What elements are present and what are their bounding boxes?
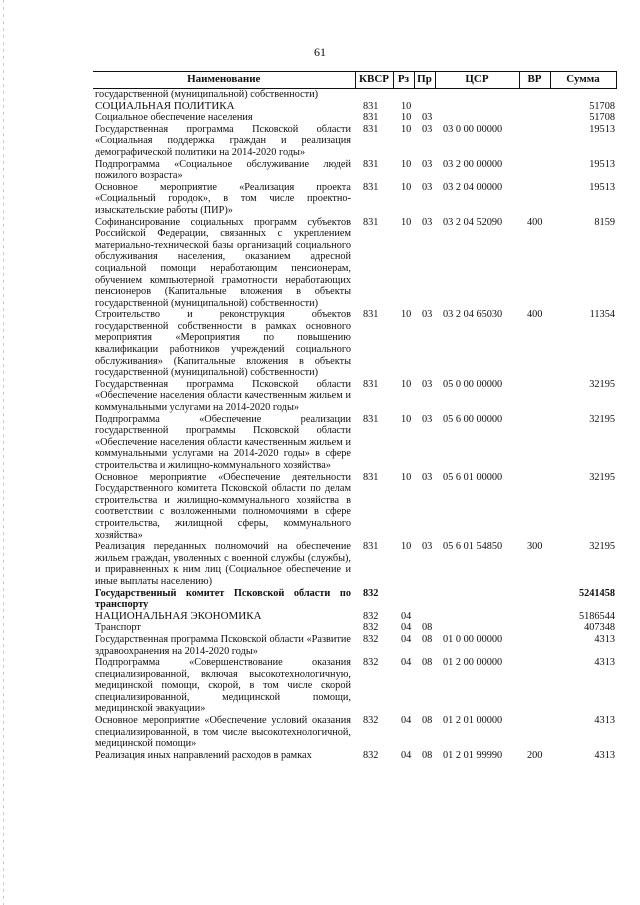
column-header-csr: ЦСР <box>435 72 519 89</box>
row-name-cell: Транспорт <box>95 622 141 634</box>
row-vr-cell <box>519 588 550 611</box>
row-name-cell: Подпрограмма «Совершенствование оказания специализированной, включая высокотехнологичную, медицинской помощи, скорой, в том числе скорой специализированной, медицинской помощи, медицинской эвакуации» <box>95 657 351 715</box>
row-csr-cell: 03 2 00 00000 <box>443 158 503 170</box>
row-csr-cell: 01 2 00 00000 <box>443 657 503 669</box>
row-sum-cell: 407348 <box>584 622 615 634</box>
row-csr-cell <box>435 588 519 611</box>
row-pr-cell: 03 <box>422 471 433 483</box>
column-header-pr: Пр <box>414 72 435 89</box>
row-vr-cell <box>519 379 550 414</box>
row-pr-cell: 08 <box>422 633 433 645</box>
row-vr-cell <box>519 657 550 715</box>
row-sum-cell: 11354 <box>589 309 615 321</box>
row-kvsr-cell: 831 <box>363 378 379 390</box>
row-name-cell: Реализация иных направлений расходов в рамках <box>95 749 312 761</box>
table-row <box>93 124 616 159</box>
table-row <box>93 634 616 657</box>
row-sum-cell: 4313 <box>594 633 615 645</box>
row-sum-cell: 5186544 <box>578 610 615 622</box>
table-row <box>93 182 616 217</box>
row-sum-cell: 4313 <box>594 749 615 761</box>
row-vr-cell <box>519 112 550 124</box>
row-pr-cell: 08 <box>422 657 433 669</box>
table-row <box>93 588 616 611</box>
row-kvsr-cell: 831 <box>363 123 379 135</box>
row-kvsr-cell: 831 <box>363 541 379 553</box>
row-rz-cell: 04 <box>401 622 412 634</box>
row-name-cell: Софинансирование социальных программ субъектов Российской Федерации, связанных с укреплением материально-технической базы организаций социального обслуживания населения, оказанием адресной социальной помощи неработающим пенсионерам, обучением компьютерной грамотности неработающих пенсионеров (Капитальные вложения в объекты государственной (муниципальной) собственности) <box>95 216 351 309</box>
row-csr-cell: 01 0 00 00000 <box>443 633 503 645</box>
row-pr-cell: 03 <box>422 541 433 553</box>
column-header-kvsr: КВСР <box>355 72 393 89</box>
row-pr-cell: 03 <box>422 112 433 124</box>
column-header-name: Наименование <box>93 72 355 89</box>
row-pr-cell: 08 <box>422 622 433 634</box>
table-row <box>93 309 616 379</box>
row-sum-cell: 51708 <box>589 100 615 112</box>
table-row <box>93 657 616 715</box>
row-sum-cell: 19513 <box>589 123 615 135</box>
row-rz-cell: 10 <box>401 309 412 321</box>
row-vr-cell: 300 <box>527 541 543 553</box>
row-kvsr-cell: 831 <box>363 100 379 112</box>
column-header-rz: Рз <box>393 72 414 89</box>
row-csr-cell: 05 6 01 00000 <box>443 471 503 483</box>
row-name-cell: НАЦИОНАЛЬНАЯ ЭКОНОМИКА <box>95 609 262 622</box>
row-rz-cell: 10 <box>401 100 412 112</box>
table-row <box>93 715 616 750</box>
row-csr-cell <box>435 611 519 623</box>
table-row <box>93 541 616 587</box>
row-name-cell: Реализация переданных полномочий на обеспечение жильем граждан, уволенных с военной службы (службы), и приравненных к ним лиц (Социальное обеспечение и иные выплаты населению) <box>95 541 351 587</box>
table-row <box>93 622 616 634</box>
row-rz-cell: 10 <box>401 112 412 124</box>
table-row <box>93 611 616 623</box>
row-rz-cell: 04 <box>401 633 412 645</box>
row-pr-cell: 03 <box>422 378 433 390</box>
row-pr-cell: 03 <box>422 216 433 228</box>
row-csr-cell: 01 2 01 00000 <box>443 715 503 727</box>
row-rz-cell: 04 <box>401 715 412 727</box>
row-vr-cell <box>519 611 550 623</box>
budget-table <box>93 71 617 761</box>
row-pr-cell: 03 <box>422 309 433 321</box>
column-header-vr: ВР <box>519 72 550 89</box>
row-pr-cell: 03 <box>422 123 433 135</box>
row-pr-cell <box>414 101 435 113</box>
row-name-cell: Подпрограмма «Социальное обслуживание людей пожилого возраста» <box>95 158 351 182</box>
row-pr-cell <box>414 89 435 101</box>
row-csr-cell <box>435 112 519 124</box>
row-name-cell: Основное мероприятие «Обеспечение условий оказания специализированной, в том числе высокотехнологичной, медицинской помощи» <box>95 715 351 750</box>
row-name-cell: Строительство и реконструкция объектов государственной собственности в рамках основного мероприятия «Мероприятия по повышению квалификации работников учреждений социального обслуживания» (Капитальные вложения в объекты государственной (муниципальной) собственности) <box>95 309 351 379</box>
row-pr-cell: 03 <box>422 413 433 425</box>
row-kvsr-cell: 832 <box>363 622 379 634</box>
row-csr-cell: 03 0 00 00000 <box>443 123 503 135</box>
row-vr-cell <box>519 89 550 101</box>
row-name-cell: Государственный комитет Псковской области по транспорту <box>95 587 351 611</box>
row-rz-cell: 10 <box>401 181 412 193</box>
row-name-cell: Государственная программа Псковской области «Развитие здравоохранения на 2014-2020 годы» <box>95 633 351 657</box>
row-kvsr-cell: 831 <box>363 413 379 425</box>
row-name-cell: Государственная программа Псковской области «Социальная поддержка граждан и реализация демографической политики на 2014-2020 годы» <box>95 123 351 158</box>
row-vr-cell <box>519 101 550 113</box>
row-rz-cell: 04 <box>401 657 412 669</box>
row-kvsr-cell <box>355 89 393 101</box>
row-kvsr-cell: 832 <box>363 587 379 599</box>
row-sum-cell: 19513 <box>589 181 615 193</box>
table-row <box>93 112 616 124</box>
row-sum-cell: 32195 <box>589 378 615 390</box>
row-sum-cell: 5241458 <box>578 587 615 599</box>
row-rz-cell: 10 <box>401 216 412 228</box>
row-pr-cell: 08 <box>422 749 433 761</box>
row-vr-cell <box>519 159 550 182</box>
column-header-sum: Сумма <box>550 72 616 89</box>
row-pr-cell: 08 <box>422 715 433 727</box>
row-kvsr-cell: 831 <box>363 181 379 193</box>
row-kvsr-cell: 832 <box>363 610 379 622</box>
row-kvsr-cell: 831 <box>363 112 379 124</box>
row-kvsr-cell: 831 <box>363 216 379 228</box>
row-vr-cell <box>519 634 550 657</box>
row-vr-cell: 400 <box>527 216 543 228</box>
row-rz-cell: 10 <box>401 123 412 135</box>
row-kvsr-cell: 832 <box>363 715 379 727</box>
row-name-cell: Социальное обеспечение населения <box>95 112 253 124</box>
row-vr-cell <box>519 622 550 634</box>
table-row <box>93 89 616 101</box>
row-csr-cell: 01 2 01 99990 <box>443 749 503 761</box>
table-row <box>93 472 616 542</box>
row-sum-cell: 32195 <box>589 413 615 425</box>
row-csr-cell: 03 2 04 65030 <box>443 309 503 321</box>
table-row <box>93 750 616 762</box>
page-edge-marks <box>3 0 4 905</box>
row-kvsr-cell: 831 <box>363 158 379 170</box>
row-rz-cell: 10 <box>401 413 412 425</box>
row-sum-cell: 51708 <box>589 112 615 124</box>
row-pr-cell: 03 <box>422 181 433 193</box>
row-pr-cell <box>414 588 435 611</box>
table-row <box>93 379 616 414</box>
row-name-cell: Государственная программа Псковской области «Обеспечение населения области качественным жильем и коммунальными услугами на 2014-2020 годы» <box>95 378 351 414</box>
row-kvsr-cell: 832 <box>363 633 379 645</box>
row-vr-cell <box>519 124 550 159</box>
row-kvsr-cell: 832 <box>363 749 379 761</box>
row-sum-cell <box>550 89 616 101</box>
row-kvsr-cell: 832 <box>363 657 379 669</box>
table-row <box>93 101 616 113</box>
row-pr-cell <box>414 611 435 623</box>
row-vr-cell <box>519 472 550 542</box>
row-rz-cell: 10 <box>401 378 412 390</box>
row-rz-cell <box>393 588 414 611</box>
row-rz-cell: 04 <box>401 749 412 761</box>
row-name-cell: СОЦИАЛЬНАЯ ПОЛИТИКА <box>95 99 235 112</box>
row-csr-cell: 03 2 04 52090 <box>443 216 503 228</box>
row-vr-cell: 200 <box>527 749 543 761</box>
row-rz-cell: 10 <box>401 541 412 553</box>
row-sum-cell: 19513 <box>589 158 615 170</box>
table-row <box>93 217 616 310</box>
row-csr-cell: 03 2 04 00000 <box>443 181 503 193</box>
row-vr-cell <box>519 182 550 217</box>
table-body <box>93 89 616 762</box>
row-pr-cell: 03 <box>422 158 433 170</box>
row-rz-cell: 10 <box>401 158 412 170</box>
row-rz-cell: 10 <box>401 471 412 483</box>
row-csr-cell: 05 0 00 00000 <box>443 378 503 390</box>
row-vr-cell: 400 <box>527 309 543 321</box>
row-name-cell: Основное мероприятие «Обеспечение деятельности Государственного комитета Псковской области по делам строительства и жилищно-коммунального хозяйства в соответствии с возложенными полномочиями в сфере строительства, жилищной сферы, коммунального хозяйства» <box>95 471 351 541</box>
row-sum-cell: 4313 <box>594 715 615 727</box>
row-csr-cell <box>435 622 519 634</box>
row-sum-cell: 4313 <box>594 657 615 669</box>
row-csr-cell: 05 6 01 54850 <box>443 541 503 553</box>
row-kvsr-cell: 831 <box>363 471 379 483</box>
table-row <box>93 414 616 472</box>
table-row <box>93 159 616 182</box>
row-csr-cell: 05 6 00 00000 <box>443 413 503 425</box>
row-sum-cell: 32195 <box>589 471 615 483</box>
row-csr-cell <box>435 89 519 101</box>
table-header-row <box>93 72 616 89</box>
row-vr-cell <box>519 715 550 750</box>
page-number: 61 <box>314 45 326 59</box>
row-name-cell: государственной (муниципальной) собственности) <box>95 89 319 100</box>
row-sum-cell: 32195 <box>589 541 615 553</box>
row-kvsr-cell: 831 <box>363 309 379 321</box>
row-rz-cell: 04 <box>401 610 412 622</box>
row-name-cell: Подпрограмма «Обеспечение реализации государственной программы Псковской области «Обеспечение населения области качественным жильем и коммунальными услугами на 2014-2020 годы» в сфере строительства и жилищно-коммунального хозяйства» <box>95 413 351 471</box>
row-csr-cell <box>435 101 519 113</box>
row-rz-cell <box>393 89 414 101</box>
row-vr-cell <box>519 414 550 472</box>
row-name-cell: Основное мероприятие «Реализация проекта «Социальный городок», в том числе проектно-изыскательские работы (ПИР)» <box>95 181 351 216</box>
row-sum-cell: 8159 <box>594 216 615 228</box>
